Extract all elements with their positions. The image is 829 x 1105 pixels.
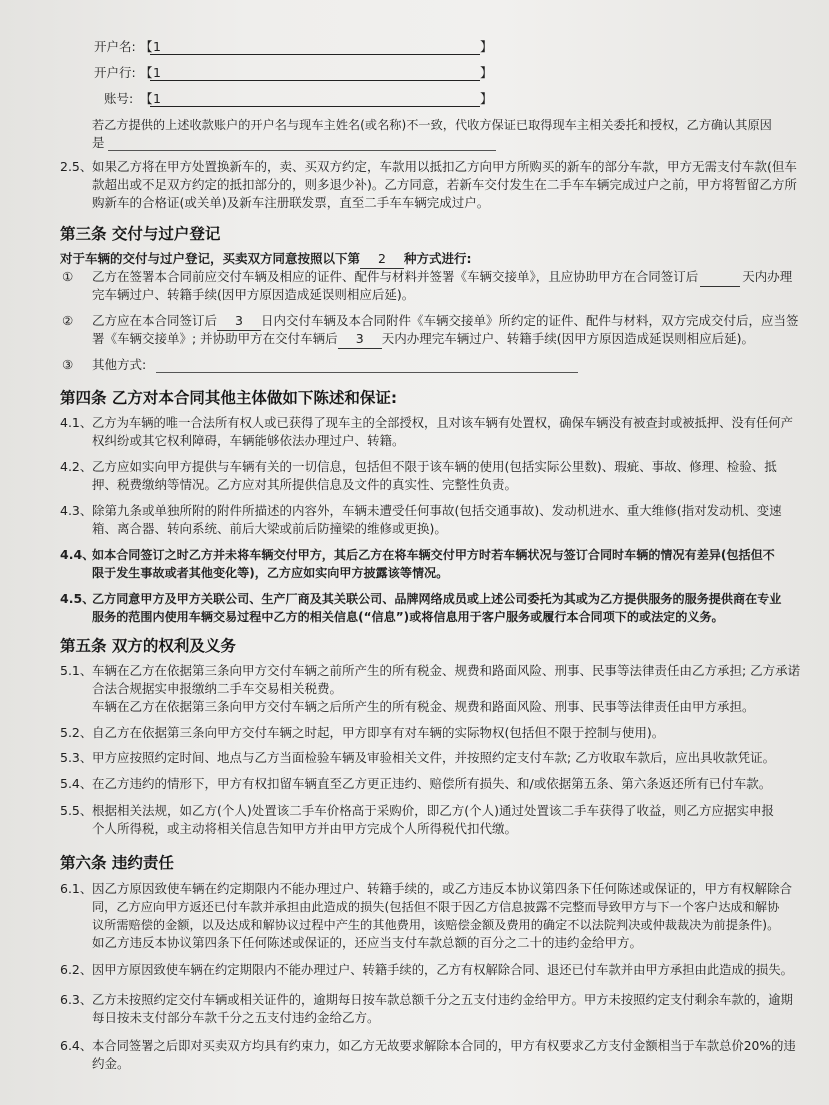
option-1-mark: ①	[62, 269, 74, 284]
account-no-underline	[150, 106, 480, 107]
clause-number: 6.4、	[60, 1038, 93, 1053]
bracket-open: 【	[140, 39, 153, 54]
option-2-mark: ②	[62, 313, 74, 328]
clause-6-1-line2: 同，乙方应向甲方返还已付车款并承担由此造成的损失(包括但不限于因乙方信息披露不完整而导致甲方与下一个客户达成和解协	[92, 900, 780, 914]
intro-text-end: 种方式进行:	[404, 251, 472, 266]
clause-5-1-line1: 车辆在乙方在依据第三条向甲方交付车辆之前所产生的所有税金、规费和路面风险、刑事、民事等法律责任由乙方承担; 乙方承诺	[92, 663, 801, 678]
clause-2-5-line3: 购新车的合格证(或关单)及新车注册联发票，直至二手车车辆完成过户。	[92, 195, 490, 210]
option-2-line2: 署《车辆交接单》; 并协助甲方在交付车辆后 3 天内办理完车辆过户、转籍手续(因甲方原因造成延误则相应后延)。	[92, 330, 754, 349]
clause-6-1-line1: 因乙方原因致使车辆在约定期限内不能办理过户、转籍手续的，或乙方违反本协议第四条下任何陈述或保证的，甲方有权解除合	[92, 881, 793, 896]
clause-number: 4.1、	[60, 415, 93, 430]
account-bank-underline	[150, 80, 480, 81]
clause-4-2-line1: 乙方应如实向甲方提供与车辆有关的一切信息，包括但不限于该车辆的使用(包括实际公里数)、瑕疵、事故、修理、检验、抵	[92, 459, 777, 474]
clause-number: 5.3、	[60, 750, 93, 765]
clause-5-4-line1: 在乙方违约的情形下，甲方有权扣留车辆直至乙方更正违约、赔偿所有损失、和/或依据第五条、第六条返还所有已付车款。	[92, 776, 772, 791]
clause-4-2-line2: 押、税费缴纳等情况。乙方应对其所提供信息及文件的真实性、完整性负责。	[92, 477, 518, 492]
account-note: 若乙方提供的上述收款账户的开户名与现车主姓名(或名称)不一致，代收方保证已取得现车主相关委托和授权，乙方确认其原因	[92, 118, 772, 132]
account-no-value: 1	[153, 91, 161, 106]
clause-5-2-line1: 自乙方在依据第三条向甲方交付车辆之时起，甲方即享有对车辆的实际物权(包括但不限于控制与使用)。	[92, 725, 665, 740]
clause-number: 4.4、	[60, 547, 95, 562]
clause-6-4-line2: 约金。	[92, 1056, 130, 1071]
option-3-mark: ③	[62, 357, 74, 372]
option-1-line2: 完车辆过户、转籍手续(因甲方原因造成延误则相应后延)。	[92, 287, 415, 302]
clause-4-4-line1: 如本合同签订之时乙方并未将车辆交付甲方，其后乙方在将车辆交付甲方时若车辆状况与签订合同时车辆的情况有差异(包括但不	[92, 548, 775, 562]
option-3-label: 其他方式:	[92, 357, 147, 372]
clause-6-1-line4: 如乙方违反本协议第四条下任何陈述或保证的，还应当支付车款总额的百分之二十的违约金给甲方。	[92, 935, 643, 950]
account-name-label: 开户名:	[94, 39, 136, 54]
clause-4-4-line2: 限于发生事故或者其他变化等)，乙方应如实向甲方披露该等情况。	[92, 566, 449, 580]
account-note-cont: 是	[92, 135, 105, 150]
other-method-blank	[156, 372, 578, 373]
account-bank-value: 1	[153, 65, 161, 80]
clause-5-5-line1: 根据相关法规，如乙方(个人)处置该二手车价格高于采购价，即乙方(个人)通过处置该二手车获得了收益，则乙方应据实申报	[92, 803, 775, 818]
clause-number: 5.1、	[60, 663, 93, 678]
clause-4-5-line2: 服务的范围内使用车辆交易过程中乙方的相关信息(“信息”)或将信息用于客户服务或履行本合同项下的或法定的义务。	[92, 610, 724, 624]
clause-6-4-line1: 本合同签署之后即对买卖双方均具有约束力，如乙方无故要求解除本合同的，甲方有权要求乙方支付金额相当于车款总价20%的违	[92, 1039, 796, 1053]
days-blank	[700, 268, 740, 287]
clause-number: 6.3、	[60, 992, 93, 1007]
clause-6-1-line3: 议所需赔偿的金额，以及达成和解协议过程中产生的其他费用，该赔偿金额及费用的确定不以法院判决或仲裁裁决为前提条件)。	[92, 918, 780, 932]
article-4-title: 第四条 乙方对本合同其他主体做如下陈述和保证:	[60, 389, 398, 407]
clause-6-3-line1: 乙方未按照约定交付车辆或相关证件的，逾期每日按车款总额千分之五支付违约金给甲方。甲方未按照约定支付剩余车款的，逾期	[92, 993, 793, 1007]
clause-5-1-line3: 车辆在乙方在依据第三条向甲方交付车辆之后所产生的所有税金、规费和路面风险、刑事、民事等法律责任由甲方承担。	[92, 699, 755, 714]
article-3-title: 第三条 交付与过户登记	[60, 225, 221, 243]
bracket-close: 】	[480, 65, 493, 80]
clause-number: 2.5、	[60, 159, 93, 174]
clause-4-5-line1: 乙方同意甲方及甲方关联公司、生产厂商及其关联公司、品牌网络成员或上述公司委托为其或为乙方提供服务的服务提供商在专业	[92, 592, 782, 606]
clause-number: 5.2、	[60, 725, 93, 740]
account-bank-label: 开户行:	[94, 65, 136, 80]
clause-number: 4.2、	[60, 459, 93, 474]
clause-2-5-line2: 款超出或不足双方约定的抵扣部分的，则多退少补)。乙方同意，若新车交付发生在二手车车辆完成过户之前，甲方将暂留乙方所	[92, 177, 797, 192]
clause-number: 6.2、	[60, 962, 93, 977]
intro-text: 对于车辆的交付与过户登记，买卖双方同意按照以下第	[60, 251, 361, 266]
clause-6-3-line2: 每日按未支付部分车款千分之五支付违约金给乙方。	[92, 1010, 380, 1025]
account-name-underline	[150, 54, 480, 55]
bracket-close: 】	[480, 91, 493, 106]
clause-number: 5.4、	[60, 776, 93, 791]
article-5-title: 第五条 双方的权利及义务	[60, 637, 236, 655]
clause-5-5-line2: 个人所得税，或主动将相关信息告知甲方并由甲方完成个人所得税代扣代缴。	[92, 821, 518, 836]
clause-5-3-line1: 甲方应按照约定时间、地点与乙方当面检验车辆及审验相关文件，并按照约定支付车款; 乙方收取车款后，应出具收款凭证。	[92, 750, 776, 765]
clause-2-5-line1: 如果乙方将在甲方处置换新车的，卖、买双方约定，车款用以抵扣乙方向甲方所购买的新车的部分车款，甲方无需支付车款(但车	[92, 159, 797, 174]
bracket-close: 】	[480, 39, 493, 54]
article-6-title: 第六条 违约责任	[60, 854, 174, 872]
clause-4-1-line1: 乙方为车辆的唯一合法所有权人或已获得了现车主的全部授权，且对该车辆有处置权，确保车辆没有被查封或被抵押、没有任何产	[92, 416, 793, 430]
article-3-intro	[60, 250, 472, 269]
clause-number: 4.3、	[60, 503, 93, 518]
bracket-open: 【	[140, 65, 153, 80]
clause-number: 5.5、	[60, 803, 93, 818]
clause-4-3-line1: 除第九条或单独所附的附件所描述的内容外，车辆未遭受任何事故(包括交通事故)、发动机进水、重大维修(指对发动机、变速	[92, 503, 782, 518]
clause-4-1-line2: 权纠纷或其它权利障碍，车辆能够依法办理过户、转籍。	[92, 433, 405, 448]
option-2-line1: 乙方应在本合同签订后 3 日内交付车辆及本合同附件《车辆交接单》所约定的证件、配件与材料，双方完成交付后，应当签	[92, 312, 799, 331]
reason-blank	[108, 150, 496, 151]
clause-4-3-line2: 箱、离合器、转向系统、前后大梁或前后防撞梁的维修或更换)。	[92, 521, 447, 536]
clause-number: 6.1、	[60, 881, 93, 896]
clause-5-1-line2: 合法合规据实申报缴纳二手车交易相关税费。	[92, 681, 343, 696]
days-value: 3	[338, 330, 382, 349]
account-name-value: 1	[153, 39, 161, 54]
clause-number: 4.5、	[60, 591, 95, 606]
days-value: 3	[217, 312, 261, 331]
method-choice: 2	[360, 250, 404, 269]
account-no-label: 账号:	[104, 91, 134, 106]
option-1-line1: 乙方在签署本合同前应交付车辆及相应的证件、配件与材料并签署《车辆交接单》，且应协助甲方在合同签订后 天内办理	[92, 268, 792, 287]
clause-6-2-line1: 因甲方原因致使车辆在约定期限内不能办理过户、转籍手续的，乙方有权解除合同、退还已付车款并由甲方承担由此造成的损失。	[92, 963, 793, 977]
bracket-open: 【	[140, 91, 153, 106]
